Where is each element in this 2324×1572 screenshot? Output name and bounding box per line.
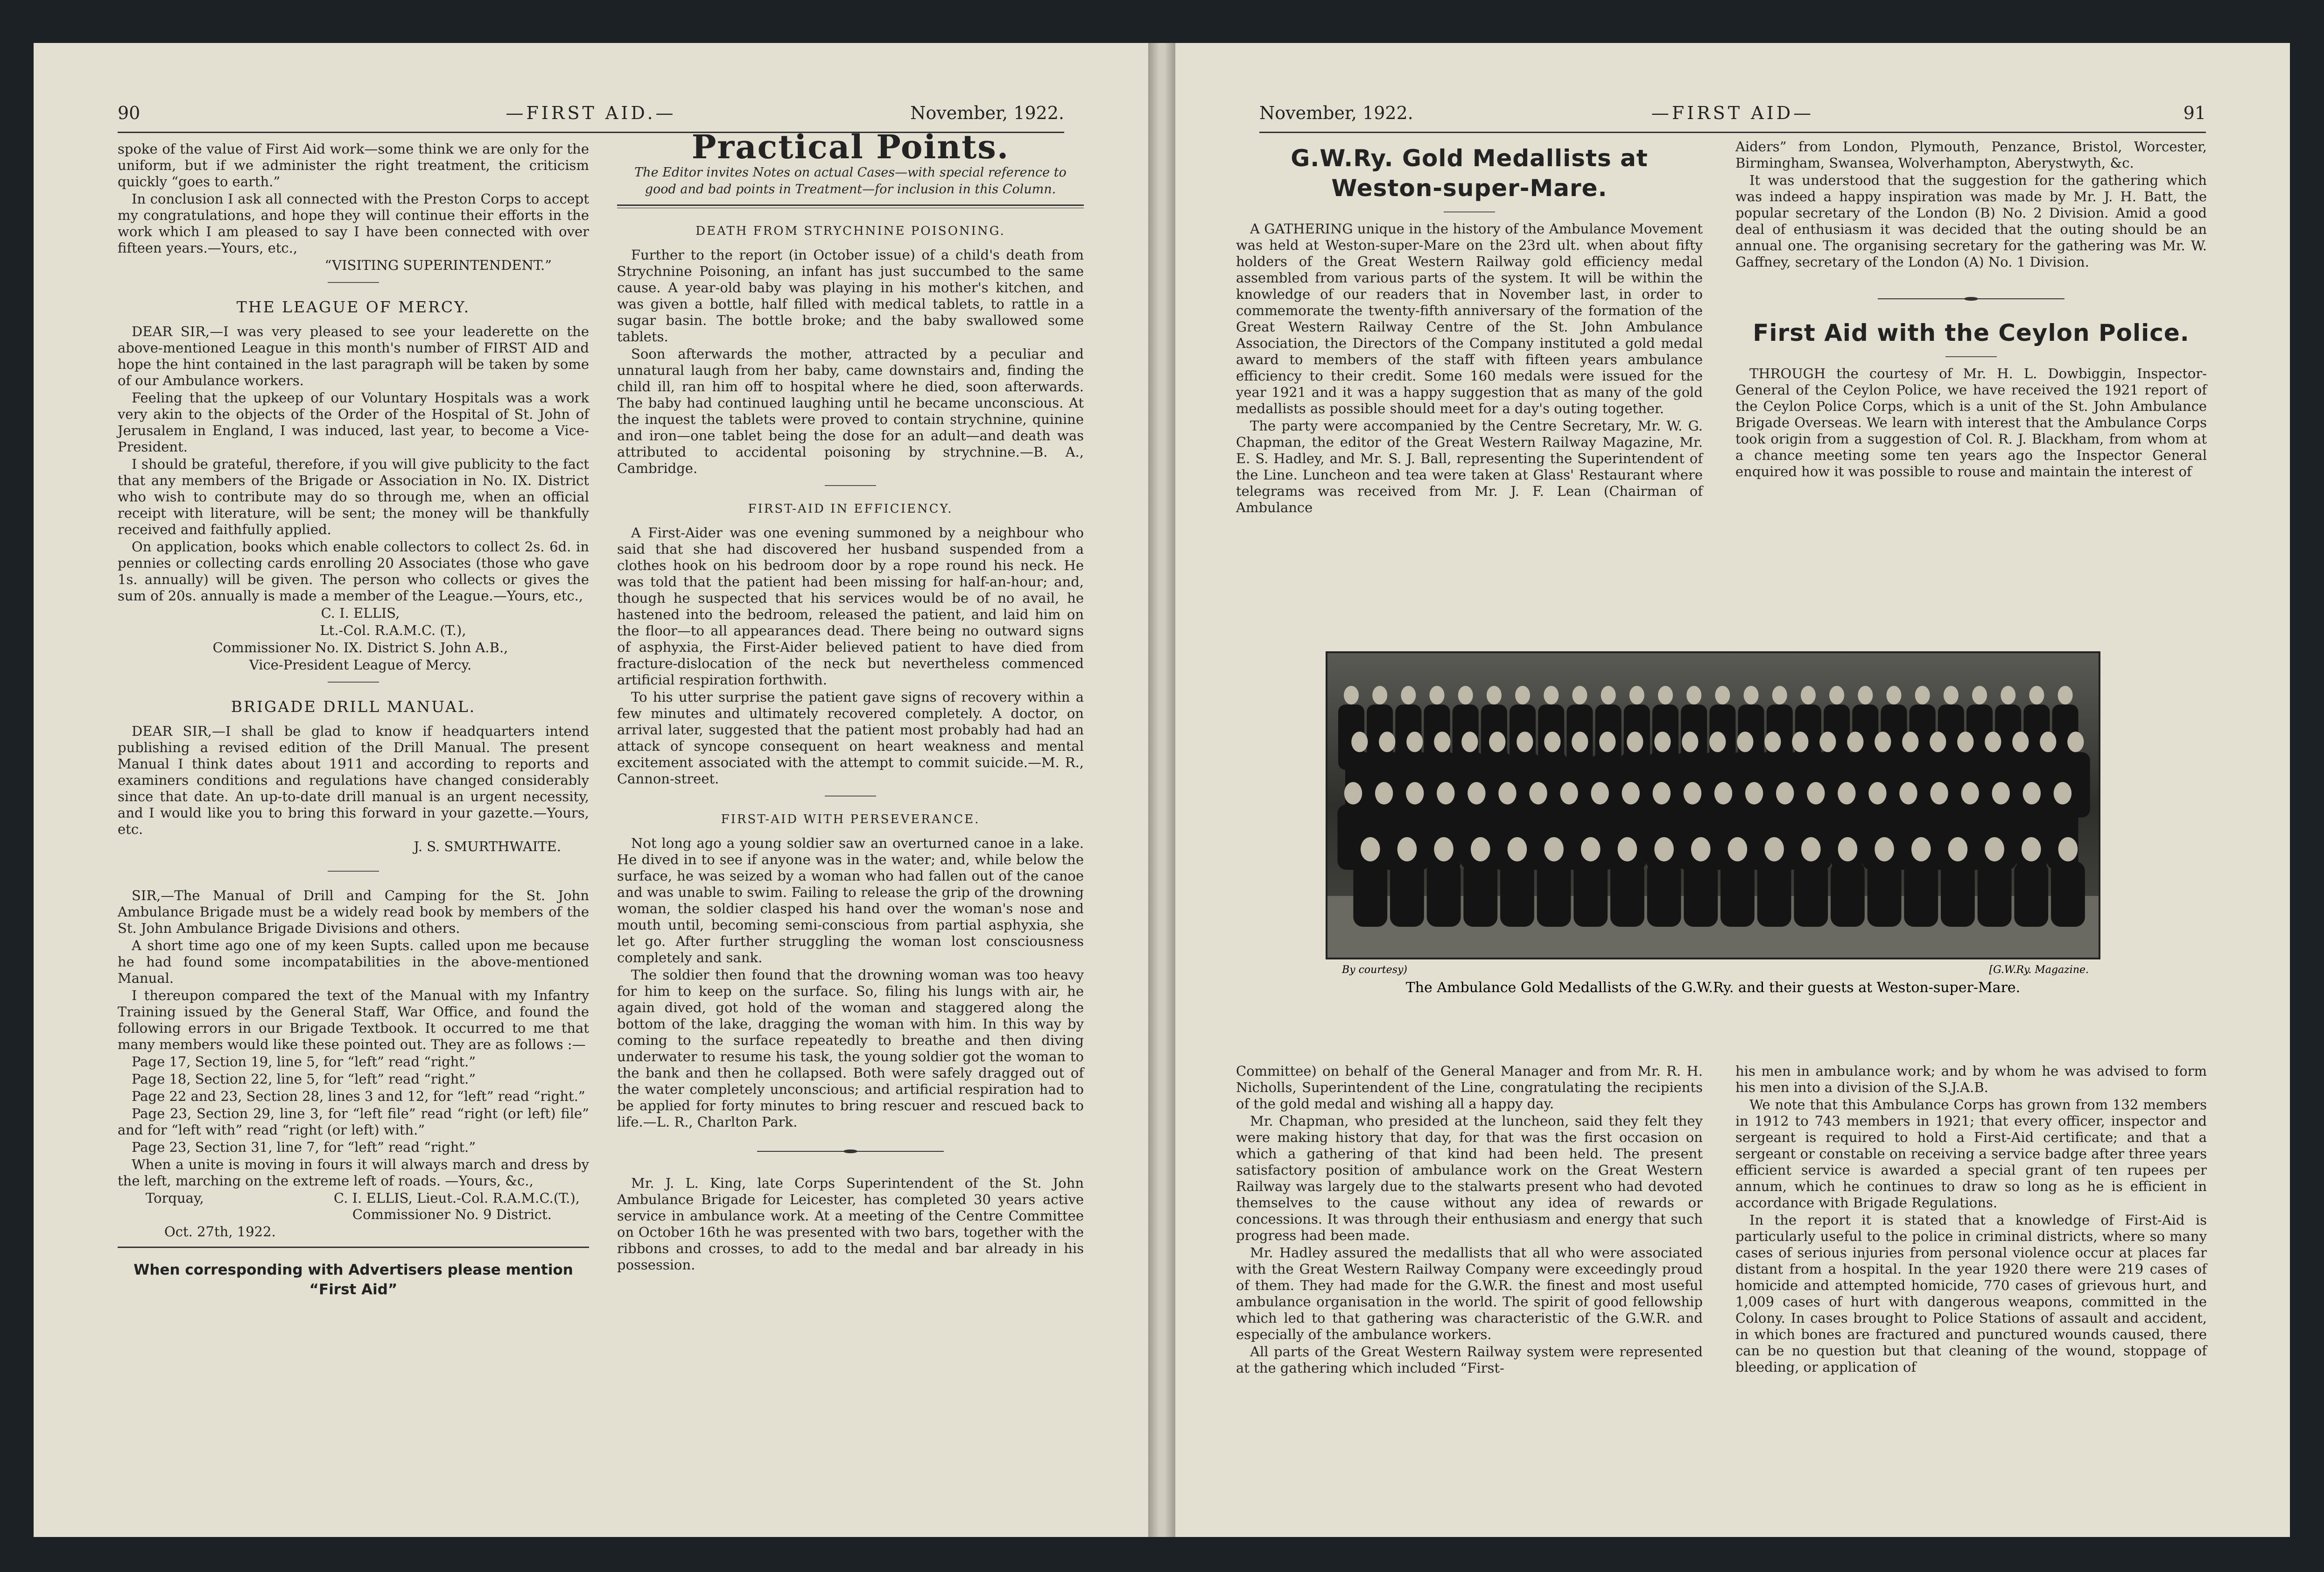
paragraph: Mr. J. L. King, late Corps Superintendent of the St. John Ambulance Brigade for Leicester, has completed 30 years active service in ambulance work. At a meeting of the Centre Committee on October 16th he was presented with two bars, together with the ribbons and crosses, to add to the medal and bar already in his possession. xyxy=(617,1175,1084,1273)
place: Torquay, xyxy=(146,1190,204,1206)
paragraph: A First-Aider was one evening summoned by a neighbour who said that she had discovered her husband suspended from a clothes hook on his bedroom door by a rope round his neck. He was told that the patient had been missing for half-an-hour; and, though he suspected that his services would be of no avail, he hastened into the bedroom, released the patient, and laid him on the floor—to all appearances dead. There being no outward signs of asphyxia, the First-Aider believed patient to have died from fracture-dislocation of the neck but nevertheless commenced artificial respiration forthwith. xyxy=(617,525,1084,688)
header-rule xyxy=(1259,132,2206,133)
divider xyxy=(1945,356,1997,357)
left-page xyxy=(34,43,1148,1537)
paragraph: It was understood that the suggestion for the gathering which was indeed a happy inspiration was made by Mr. J. H. Batt, the popular secretary of the London (B) No. 2 Division. Amid a good deal of enthusiasm it was decided that the outing should be an annual one. The organising secretary for the gathering was Mr. W. Gaffney, secretary of the London (A) No. 1 Division. xyxy=(1735,172,2207,270)
left-column-1 xyxy=(118,141,589,1299)
erratum: Page 23, Section 31, line 7, for “left” read “right.” xyxy=(132,1139,476,1155)
paragraph: Further to the report (in October issue) of a child's death from Strychnine Poisoning, an infant has just succumbed to the same cause. A year-old baby was playing in his mother's kitchen, and was given a bottle, half filled with medical tablets, to rattle in a sugar basin. The bottle broke; and the baby swallowed some tablets. xyxy=(617,247,1084,345)
right-running-head xyxy=(1259,103,2206,131)
signature-block xyxy=(118,1190,589,1224)
paragraph: When a unite is moving in fours it will always march and dress by the left, marching on the extreme left of roads. —Yours, &c., xyxy=(118,1156,589,1189)
case-heading: DEATH FROM STRYCHNINE POISONING. xyxy=(695,224,1005,238)
paragraph: I thereupon compared the text of the Manual with my Infantry Training issued by the General Staff, War Office, and found the following errors in our Brigade Textbook. It occurred to me that many members would like these pointed out. They are as follows :— xyxy=(118,987,589,1052)
divider xyxy=(825,485,876,486)
paragraph: A GATHERING unique in the history of the Ambulance Movement was held at Weston-super-Mare on the 23rd ult. when about fifty holders of the Great Western Railway gold efficiency medal assembled from various parts of the system. It will be within the knowledge of our readers that in November last, in order to commemorate the twenty-fifth anniversary of the formation of the Great Western Railway Centre of the St. John Ambulance Association, the Directors of the Company instituted a gold medal award to members of the staff with fifteen years ambulance efficiency to their credit. Some 160 medals were issued for the year 1921 and it was a happy suggestion that as many of the gold medallists as possible should meet for a day's outing together. xyxy=(1236,221,1703,416)
right-column-2-top xyxy=(1735,139,2207,481)
paragraph: Feeling that the upkeep of our Voluntary Hospitals was a work very akin to the objects of the Order of the Hospital of St. John of Jerusalem in England, I was induced, last year, to become a Vice-President. xyxy=(118,390,589,455)
ornament-divider xyxy=(757,1151,944,1152)
issue-date: November, 1922. xyxy=(910,103,1064,123)
practical-points-title: Practical Points. xyxy=(691,127,1010,166)
page-number: 91 xyxy=(2183,103,2206,123)
paragraph: THROUGH the courtesy of Mr. H. L. Dowbiggin, Inspector-General of the Ceylon Police, we have received the 1921 report of the Ceylon Police Corps, which is a unit of the St. John Ambulance Brigade Overseas. We learn with interest that the Ambulance Corps took origin from a suggestion of Col. R. J. Blackham, from whom at a chance meeting some ten years ago the Inspector General enquired how it was possible to rouse and maintain the interest of xyxy=(1735,366,2207,479)
photo-caption: The Ambulance Gold Medallists of the G.W.Ry. and their guests at Weston-super-Mare. xyxy=(1405,980,2021,996)
group-photograph xyxy=(1326,651,2100,959)
signature-title: Commissioner No. 9 District. xyxy=(352,1206,552,1222)
paragraph: The party were accompanied by the Centre Secretary, Mr. W. G. Chapman, the editor of the Great Western Railway Magazine, Mr. E. S. Hadley, and Mr. S. J. Ball, representing the Superintendent of the Line. Luncheon and tea were taken at Glass' Restaurant where telegrams was received from Mr. J. F. Lean (Chairman of Ambulance xyxy=(1236,418,1703,515)
case-heading: FIRST-AID WITH PERSEVERANCE. xyxy=(721,812,980,826)
letter-date: Oct. 27th, 1922. xyxy=(164,1224,276,1240)
book-gutter xyxy=(1148,43,1175,1537)
right-column-1-top xyxy=(1236,139,1703,517)
right-column-1-bottom xyxy=(1236,1063,1703,1377)
page-number: 90 xyxy=(118,103,140,123)
paragraph: Aiders” from London, Plymouth, Penzance, Bristol, Worcester, Birmingham, Swansea, Wolverhampton, Aberystwyth, &c. xyxy=(1735,139,2207,171)
divider xyxy=(328,282,379,283)
paragraph: DEAR SIR,—I shall be glad to know if headquarters intend publishing a revised edition of the Drill Manual. The present Manual I think dates about 1911 and according to reports and examiners conditions and regulations have changed considerably since that date. An up-to-date drill manual is an urgent necessity, and I would like you to bring this forward in your gazette.—Yours, etc. xyxy=(118,723,589,837)
left-column-2 xyxy=(617,127,1084,1274)
issue-date: November, 1922. xyxy=(1259,103,1413,123)
ornament-divider xyxy=(1878,298,2064,299)
paragraph: The soldier then found that the drowning woman was too heavy for him to keep on the surface. So, filing his lungs with air, he again dived, got hold of the woman and staggered along the bottom of the lake, dragging the woman with him. In this way by coming to the surface repeatedly to breathe and then diving underwater to resume his task, the young soldier got the woman to the bank and then he collapsed. Both were safely dragged out of the water completely unconscious; and artificial respiration had to be applied for forty minutes to bring rescuer and rescued back to life.—L. R., Charlton Park. xyxy=(617,967,1084,1130)
paragraph: In the report it is stated that a knowledge of First-Aid is particularly useful to the police in criminal districts, where so many cases of serious injuries from personal violence occur at places far distant from a hospital. In the year 1920 there were 219 cases of homicide and attempted homicide, 770 cases of grievous hurt, and 1,009 cases of hurt with dangerous weapons, committed in the Colony. In cases brought to Police Stations of assault and accident, in which bones are fractured and punctured wounds caused, there can be no question but that cleaning of the wound, stoppage of bleeding, or application of xyxy=(1735,1212,2207,1375)
divider xyxy=(328,871,379,872)
signature-rank: Lt.-Col. R.A.M.C. (T.), xyxy=(320,622,466,638)
advertiser-notice: When corresponding with Advertisers please mention “First Aid” xyxy=(133,1262,573,1298)
paragraph: All parts of the Great Western Railway system were represented at the gathering which included “First- xyxy=(1236,1344,1703,1376)
paragraph: Mr. Chapman, who presided at the luncheon, said they felt they were making history that day, for that was the first occasion on which a gathering of that kind had been held. The present satisfactory position of ambulance work on the Great Western Railway was largely due to the stalwarts present who had devoted themselves to the cause without any idea of rewards or concessions. It was through their enthusiasm and energy that such progress had been made. xyxy=(1236,1113,1703,1243)
paragraph: We note that this Ambulance Corps has grown from 132 members in 1912 to 743 members in 1921; that every officer, inspector and sergeant is required to hold a First-Aid certificate; and that a sergeant or constable on receiving a service badge after three years efficient service is awarded a special grant of ten rupees per annum, which he continues to draw so long as he is efficient in accordance with Brigade Regulations. xyxy=(1735,1097,2207,1211)
erratum: Page 17, Section 19, line 5, for “left” read “right.” xyxy=(132,1054,476,1070)
paragraph: DEAR SIR,—I was very pleased to see your leaderette on the above-mentioned League in this month's number of FIRST AID and hope the hint contained in the last paragraph will be taken by some of our Ambulance workers. xyxy=(118,324,589,388)
credit-left: By courtesy) xyxy=(1342,964,1408,976)
left-running-head xyxy=(118,103,1064,131)
signature-title: Vice-President League of Mercy. xyxy=(249,657,472,673)
paragraph: Not long ago a young soldier saw an overturned canoe in a lake. He dived in to see if anyone was in the water; and, while below the surface, he was seized by a woman who had fallen out of the canoe and was unable to swim. Failing to release the grip of the drowning woman, the soldier clasped his hand over the woman's nose and mouth until, becoming semi-conscious from partial asphyxia, she let go. After further struggling the woman lost consciousness completely and sank. xyxy=(617,835,1084,966)
paragraph: In conclusion I ask all connected with the Preston Corps to accept my congratulations, and hope they will continue their efforts in the work which I am pleased to say I have been connected with over fifteen years.—Yours, etc., xyxy=(118,191,589,256)
double-rule xyxy=(617,204,1084,208)
paragraph: spoke of the value of First Aid work—some think we are only for the uniform, but if we administer the right treatment, the criticism quickly “goes to earth.” xyxy=(118,141,589,190)
paragraph: To his utter surprise the patient gave signs of recovery within a few minutes and ultimately recovered completely. A doctor, on arrival later, suggested that the patient most probably had had an attack of syncope consequent on heart weakness and mental excitement associated with the attempt to commit suicide.—M. R., Cannon-street. xyxy=(617,689,1084,787)
erratum: Page 23, Section 29, line 3, for “left file” read “right (or left) file” and for “left with” read “right (or left) with.” xyxy=(118,1106,589,1138)
editor-note: The Editor invites Notes on actual Cases—with special reference to good and bad points in Treatment—for inclusion in this Column. xyxy=(634,165,1067,197)
divider xyxy=(1444,211,1495,212)
signature: J. S. SMURTHWAITE. xyxy=(414,839,561,854)
divider xyxy=(328,682,379,683)
paragraph: A short time ago one of my keen Supts. called upon me because he had found some incompatabilities in the above-mentioned Manual. xyxy=(118,938,589,986)
paragraph: Mr. Hadley assured the medallists that all who were associated with the Great Western Railway Company were exceedingly proud of them. They had made for the G.W.R. the finest and most useful ambulance organisation in the world. The spirit of good fellowship which led to that gathering was characteristic of the G.W.R. and especially of the ambulance workers. xyxy=(1236,1245,1703,1342)
signature: “VISITING SUPERINTENDENT.” xyxy=(324,257,552,273)
signature-name: C. I. ELLIS, Lieut.-Col. R.A.M.C.(T.), xyxy=(334,1190,580,1206)
section-heading-league-of-mercy: THE LEAGUE OF MERCY. xyxy=(236,298,470,316)
running-title: —FIRST AID.— xyxy=(506,103,676,123)
case-heading: FIRST-AID IN EFFICIENCY. xyxy=(748,502,953,516)
running-title: —FIRST AID— xyxy=(1651,103,1814,123)
article-title-gwr-medallists: G.W.Ry. Gold Medallists at Weston-super-Mare. xyxy=(1291,145,1648,202)
signature-title: Commissioner No. IX. District S. John A.B., xyxy=(212,640,508,656)
erratum: Page 22 and 23, Section 28, lines 3 and 12, for “left” read “right.” xyxy=(132,1088,585,1104)
paragraph: I should be grateful, therefore, if you will give publicity to the fact that any members of the Brigade or Association in No. IX. District who wish to contribute may do so through me, when an official receipt with literature, will be sent; the money will be thankfully received and faithfully applied. xyxy=(118,456,589,537)
paragraph: Committee) on behalf of the General Manager and from Mr. R. H. Nicholls, Superintendent of the Line, congratulating the recipients of the gold medal and wishing all a happy day. xyxy=(1236,1063,1703,1112)
erratum: Page 18, Section 22, line 5, for “left” read “right.” xyxy=(132,1071,476,1087)
credit-right: [G.W.Ry. Magazine. xyxy=(1989,964,2089,976)
photo-credit xyxy=(1342,964,2089,976)
right-column-2-bottom xyxy=(1735,1063,2207,1376)
paragraph: SIR,—The Manual of Drill and Camping for the St. John Ambulance Brigade must be a widely read book by members of the St. John Ambulance Brigade Divisions and others. xyxy=(118,888,589,936)
group-photograph-image xyxy=(1327,653,2099,958)
paragraph: his men in ambulance work; and by whom he was advised to form his men into a division of the S.J.A.B. xyxy=(1735,1063,2207,1095)
divider xyxy=(118,1247,589,1248)
section-heading-drill-manual: BRIGADE DRILL MANUAL. xyxy=(231,698,476,716)
divider xyxy=(825,796,876,797)
paragraph: On application, books which enable collectors to collect 2s. 6d. in pennies or collecting cards enrolling 20 Associates (those who gave 1s. annually) will be given. The person who collects or gives the sum of 20s. annually is made a member of the League.—Yours, etc., xyxy=(118,539,589,604)
signature-name: C. I. ELLIS, xyxy=(321,605,400,621)
article-title-ceylon-police: First Aid with the Ceylon Police. xyxy=(1753,319,2190,346)
paragraph: Soon afterwards the mother, attracted by a peculiar and unnatural laugh from her baby, came downstairs and, finding the child ill, ran him off to hospital where he died, soon afterwards. The baby had continued laughing until he became unconscious. At the inquest the tablets were proved to contain strychnine, quinine and iron—one tablet being the dose for an adult—and death was attributed to accidental poisoning by strychnine.—B. A., Cambridge. xyxy=(617,346,1084,476)
